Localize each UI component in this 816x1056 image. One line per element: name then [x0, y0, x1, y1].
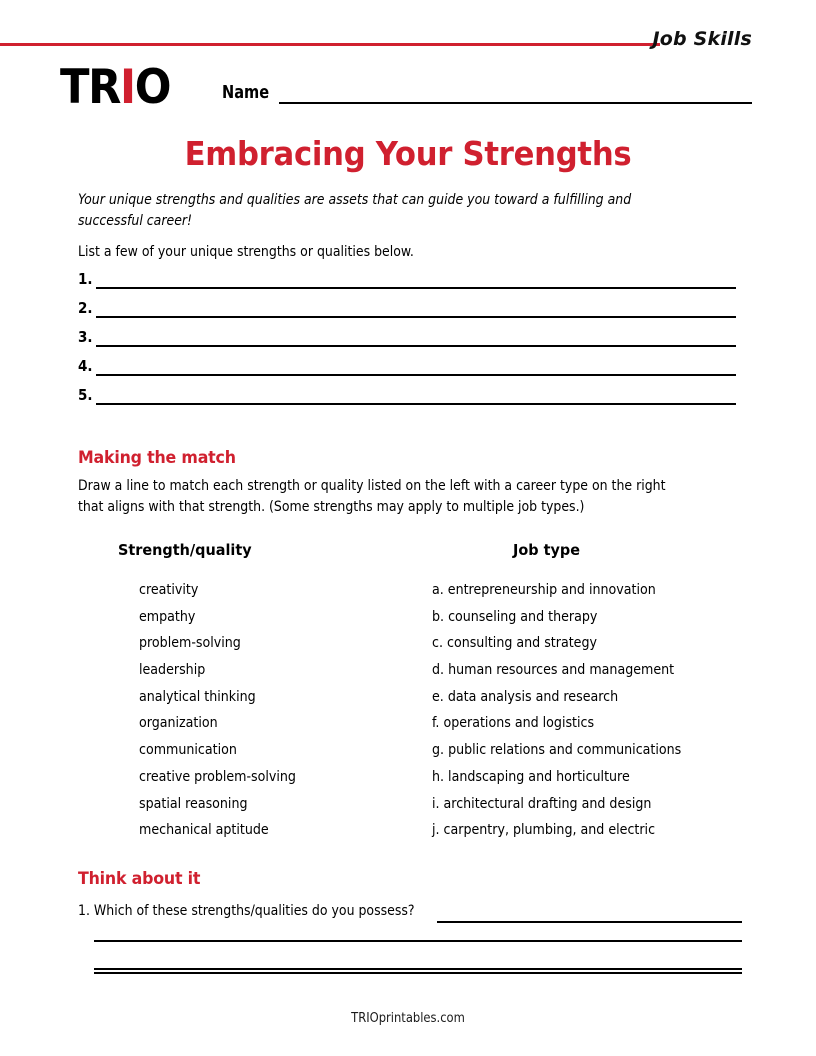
- jobtype-list: [432, 581, 689, 848]
- column-header-strength: Strength/quality: [118, 541, 252, 559]
- list-item[interactable]: e. data analysis and research: [432, 688, 619, 705]
- list-item[interactable]: j. carpentry, plumbing, and electric: [432, 822, 656, 839]
- think-answer-line-1[interactable]: [437, 921, 742, 923]
- header-red-rule: [0, 43, 660, 46]
- intro-text: Your unique strengths and qualities are assets that can guide you toward a fulfilling and successful career!: [78, 192, 632, 229]
- answer-number-2: 2.: [78, 299, 93, 317]
- answer-line-4[interactable]: [78, 357, 736, 376]
- answer-rule-3: [96, 345, 736, 347]
- answer-line-2[interactable]: [78, 299, 736, 318]
- list-item[interactable]: d. human resources and management: [432, 662, 675, 679]
- footer-divider: [94, 972, 742, 974]
- think-answer-line-3[interactable]: [94, 968, 742, 970]
- footer-url: TRIOprintables.com: [351, 1010, 465, 1026]
- list-item[interactable]: f. operations and logistics: [432, 715, 595, 732]
- match-instructions: Draw a line to match each strength or quality listed on the left with a career type on the right that aligns with that strength. (Some strengths may apply to multiple job types.): [78, 478, 666, 515]
- answer-number-1: 1.: [78, 270, 93, 288]
- page-title: Embracing Your Strengths: [184, 134, 632, 173]
- section-heading-think-about-it: Think about it: [78, 869, 201, 889]
- list-item[interactable]: organization: [139, 715, 218, 732]
- answer-rule-2: [96, 316, 736, 318]
- strength-list: [139, 581, 301, 848]
- answer-number-3: 3.: [78, 328, 93, 346]
- trio-logo: [60, 60, 171, 115]
- section-heading-making-the-match: Making the match: [78, 448, 236, 468]
- list-item[interactable]: mechanical aptitude: [139, 822, 269, 839]
- name-input-line[interactable]: [279, 102, 752, 104]
- answer-rule-1: [96, 287, 736, 289]
- list-item[interactable]: b. counseling and therapy: [432, 608, 598, 625]
- list-item[interactable]: creativity: [139, 582, 199, 598]
- logo-part-o: O: [134, 60, 171, 115]
- list-item[interactable]: problem-solving: [139, 635, 241, 652]
- list-item[interactable]: creative problem-solving: [139, 768, 296, 785]
- think-question: 1. Which of these strengths/qualities do you possess?: [78, 903, 415, 919]
- list-item[interactable]: empathy: [139, 608, 196, 625]
- list-item[interactable]: h. landscaping and horticulture: [432, 768, 630, 785]
- list-item[interactable]: g. public relations and communications: [432, 742, 682, 759]
- answer-number-4: 4.: [78, 357, 93, 375]
- list-item[interactable]: i. architectural drafting and design: [432, 795, 652, 812]
- list-item[interactable]: analytical thinking: [139, 688, 256, 705]
- think-answer-line-2[interactable]: [94, 940, 742, 942]
- column-header-jobtype: Job type: [513, 541, 580, 559]
- name-label: Name: [222, 82, 270, 103]
- list-item[interactable]: communication: [139, 742, 237, 759]
- answer-line-3[interactable]: [78, 328, 736, 347]
- answer-line-5[interactable]: [78, 386, 736, 405]
- list-item[interactable]: a. entrepreneurship and innovation: [432, 582, 656, 598]
- list-prompt: List a few of your unique strengths or qualities below.: [78, 244, 414, 260]
- logo-part-tr: TR: [60, 60, 121, 115]
- answer-line-1[interactable]: [78, 270, 736, 289]
- logo-part-i: I: [120, 60, 135, 115]
- list-item[interactable]: spatial reasoning: [139, 795, 248, 812]
- list-item[interactable]: leadership: [139, 662, 206, 679]
- answer-number-5: 5.: [78, 386, 93, 404]
- answer-rule-4: [96, 374, 736, 376]
- list-item[interactable]: c. consulting and strategy: [432, 635, 597, 652]
- answer-rule-5: [96, 403, 736, 405]
- category-tag: Job Skills: [652, 28, 752, 50]
